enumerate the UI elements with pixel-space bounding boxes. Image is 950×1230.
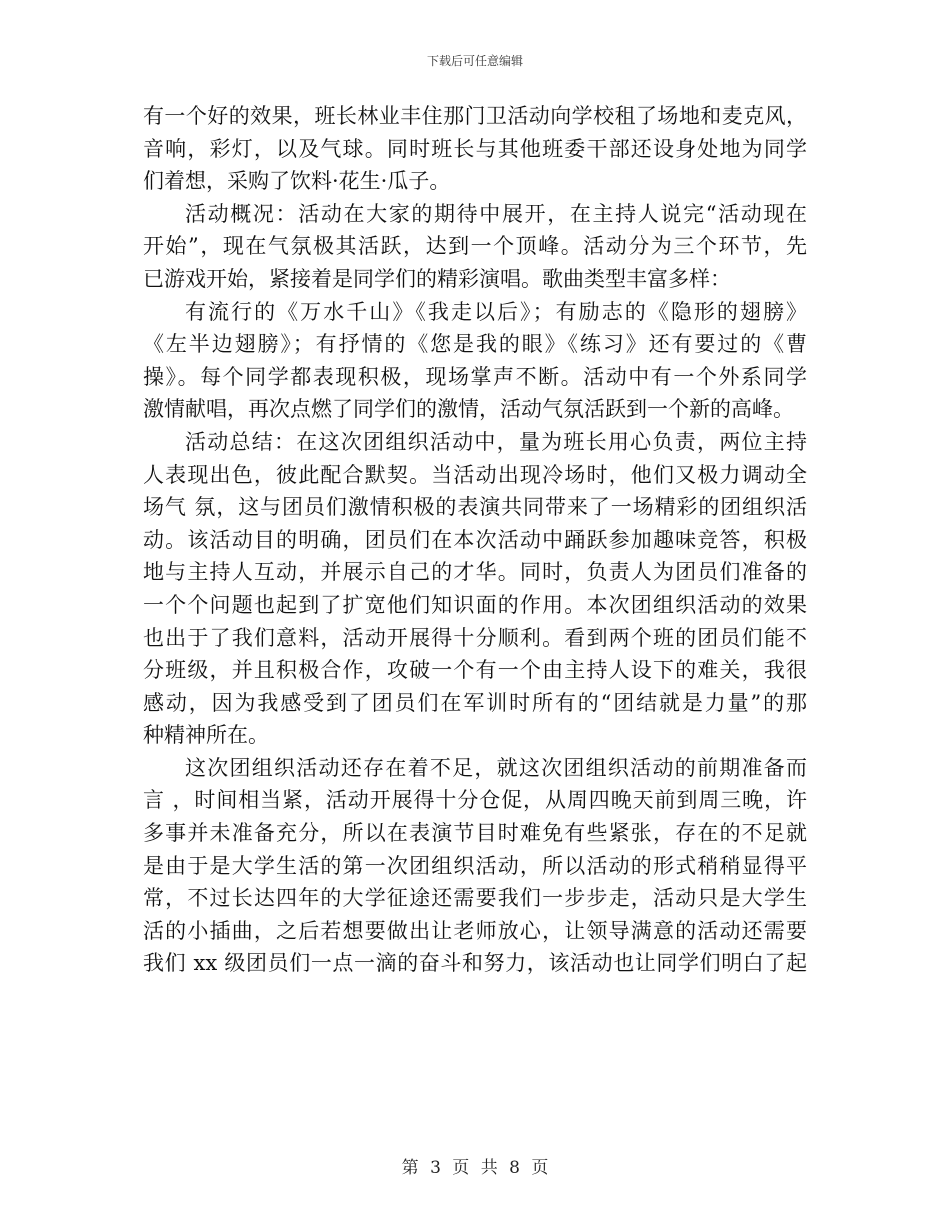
text-line: 已游戏开始，紧接着是同学们的精彩演唱。歌曲类型丰富多样： [143, 266, 731, 291]
paragraph [143, 296, 807, 426]
document-body [143, 100, 807, 980]
text-line: 地与主持人互动，并展示自己的才华。同时，负责人为团员们准备的 [143, 560, 807, 585]
page-number: 第 3 页 共 8 页 [401, 1158, 549, 1178]
page-header: 下载后可任意编辑 [426, 54, 523, 68]
text-line: 音响，彩灯，以及气球。同时班长与其他班委干部还设身处地为同学 [143, 136, 807, 161]
paragraph [143, 198, 807, 296]
text-line: 操》。每个同学都表现积极，现场掌声不断。活动中有一个外系同学 [143, 364, 807, 389]
text-line: 一个个问题也起到了扩宽他们知识面的作用。本次团组织活动的效果 [143, 592, 807, 617]
text-line: 动。该活动目的明确，团员们在本次活动中踊跃参加趣味竞答，积极 [143, 527, 807, 552]
paragraph [143, 100, 807, 198]
text-line: 分班级，并且积极合作，攻破一个有一个由主持人设下的难关，我很 [143, 658, 807, 683]
paragraph [143, 752, 807, 980]
text-line: 活动概况：活动在大家的期待中展开，在主持人说完“活动现在 [185, 201, 807, 226]
text-line: 有流行的《万水千山》《我走以后》；有励志的《隐形的翅膀》 [185, 299, 807, 324]
text-line: 也出于了我们意料，活动开展得十分顺利。看到两个班的团员们能不 [143, 625, 807, 650]
text-line: 活动总结：在这次团组织活动中，量为班长用心负责，两位主持 [185, 429, 807, 454]
text-line: 开始”，现在气氛极其活跃，达到一个顶峰。活动分为三个环节，先 [143, 234, 807, 259]
text-line: 种精神所在。 [143, 723, 269, 748]
text-line: 常，不过长达四年的大学征途还需要我们一步步走，活动只是大学生 [143, 886, 807, 911]
text-line: 们着想，采购了饮料·花生·瓜子。 [143, 169, 451, 194]
text-line: 感动，因为我感受到了团员们在军训时所有的“团结就是力量”的那 [143, 690, 807, 715]
text-line: 有一个好的效果，班长林业丰住那门卫活动向学校租了场地和麦克风， [143, 104, 807, 128]
text-line: 这次团组织活动还存在着不足，就这次团组织活动的前期准备而 [185, 755, 807, 780]
text-line: 人表现出色，彼此配合默契。当活动出现冷场时，他们又极力调动全 [143, 462, 807, 487]
text-line: 我们 xx 级团员们一点一滴的奋斗和努力，该活动也让同学们明白了起 [143, 951, 807, 976]
text-line: 激情献唱，再次点燃了同学们的激情，活动气氛活跃到一个新的高峰。 [143, 397, 794, 422]
text-line: 是由于是大学生活的第一次团组织活动，所以活动的形式稍稍显得平 [143, 853, 807, 878]
text-line: 场气 氛，这与团员们激情积极的表演共同带来了一场精彩的团组织活 [143, 495, 807, 520]
text-line: 言 ，时间相当紧，活动开展得十分仓促，从周四晚天前到周三晚，许 [143, 788, 807, 813]
text-line: 多事并未准备充分，所以在表演节目时难免有些紧张，存在的不足就 [143, 821, 807, 846]
paragraph [143, 426, 807, 752]
text-line: 《左半边翅膀》；有抒情的《您是我的眼》《练习》还有要过的《曹 [143, 332, 807, 357]
text-line: 活的小插曲，之后若想要做出让老师放心，让领导满意的活动还需要 [143, 918, 807, 943]
